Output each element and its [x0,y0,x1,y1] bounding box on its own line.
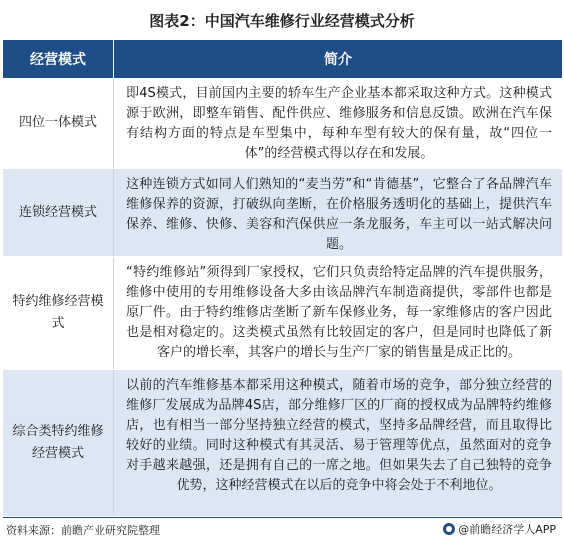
table-row [3,169,562,257]
table-row [3,257,562,370]
source-note: 资料来源：前瞻产业研究院整理 [6,524,160,537]
table-header [3,40,562,78]
table-bottom-rule [3,517,562,518]
chart-title: 图表2：中国汽车维修行业经营模式分析 [149,11,415,30]
row-desc: 即4S模式，目前国内主要的轿车生产企业基本都采取这种方式。这种模式源于欧洲，即整车销售、配件供应、维修服务和信息反馈。欧洲在汽车保有结构方面的特点是车型集中，每种车型有较大的保有量，故“四位一体”的经营模式得以存在和发展。 [113,78,562,168]
row-desc: 这种连锁方式如同人们熟知的“麦当劳”和“肯德基”，它整合了各品牌汽车维修保养的资源，打破纵向垄断，在价格服务透明化的基础上，提供汽车保养、维修、快修、美容和汽保供应一条龙服务，车主可以一站式解决问题。 [113,169,562,256]
brand-credit [443,521,556,537]
table-row [3,78,562,169]
qianzhan-logo-icon [443,523,455,535]
brand-text: @前瞻经济学人APP [458,523,556,536]
row-mode: 四位一体模式 [18,115,97,130]
table-row [3,370,562,517]
row-desc: “特约维修站”须得到厂家授权，它们只负责给特定品牌的汽车提供服务，维修中使用的专用维修设备大多由该品牌汽车制造商提供，零部件也都是原厂件。由于特约维修店垄断了新车保修业务，每一家维修店的客户因此也是相对稳定的。这类模式虽然有比较固定的客户，但是同时也降低了新客户的增长率，其客户的增长与生产厂家的销售量是成正比的。 [113,257,562,369]
header-mode: 经营模式 [30,52,86,68]
header-desc: 简介 [113,40,562,78]
row-desc: 以前的汽车维修基本都采用这种模式，随着市场的竞争，部分独立经营的维修厂发展成为品牌4S店，部分维修厂区的厂商的授权成为品牌特约维修店，也有相当一部分坚持独立经营的模式，坚持多品牌经营，而且取得比较好的业绩。同时这种模式有其灵活、易于管理等优点，虽然面对的竞争对手越来越强，还是拥有自己的一席之地。但如果失去了自己独特的竞争优势，这种经营模式在以后的竞争中将会处于不利地位。 [113,370,562,516]
row-mode: 综合类特约维修经营模式 [12,424,104,461]
row-mode: 特约维修经营模式 [12,294,104,331]
row-mode: 连锁经营模式 [18,204,97,220]
